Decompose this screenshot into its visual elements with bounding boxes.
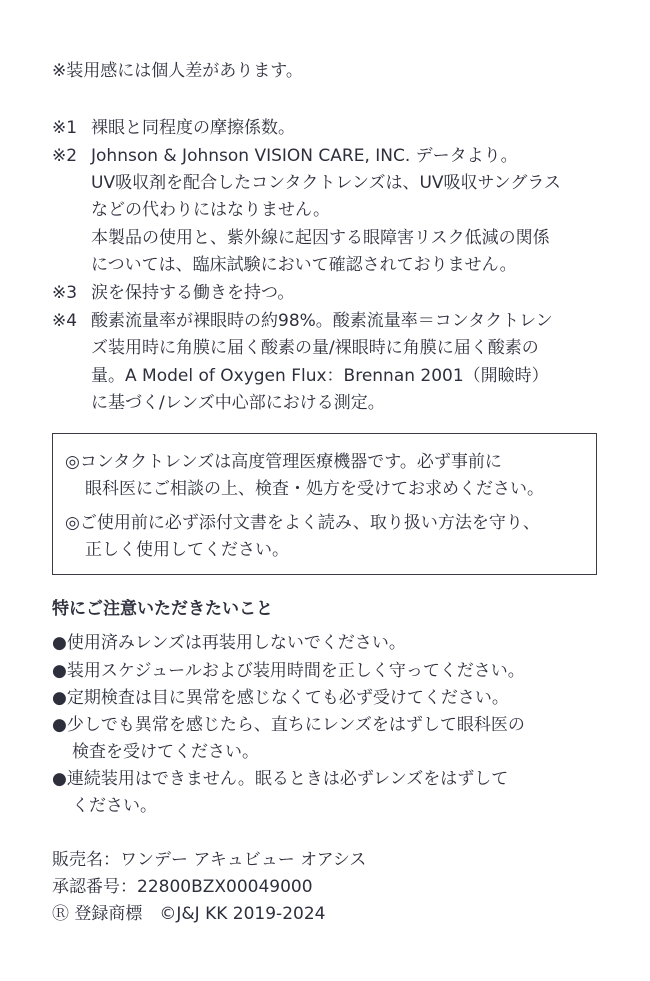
note-4-mark: ※4 (52, 311, 78, 331)
caution-3: ●定期検査は目に異常を感じなくても必ず受けてください。 (52, 688, 509, 708)
note-4-line-4: に基づく/レンズ中心部における測定。 (91, 393, 385, 413)
note-2-line-1: Johnson & Johnson VISION CARE, INC. データより。 (91, 146, 518, 166)
caution-1: ●使用済みレンズは再装用しないでください。 (52, 633, 406, 653)
note-2-line-5: については、臨床試験において確認されておりません。 (91, 255, 517, 275)
caution-5-line-2: ください。 (72, 796, 157, 816)
note-3-mark: ※3 (52, 283, 78, 303)
note-2-line-3: などの代わりにはなりません。 (91, 200, 331, 220)
note-3-line-1: 涙を保持する働きを持つ。 (91, 283, 295, 303)
approval-number: 承認番号：22800BZX00049000 (52, 877, 313, 897)
cautions-heading: 特にご注意いただきたいこと (52, 599, 273, 619)
note-4-line-3: 量。A Model of Oxygen Flux：Brennan 2001（開瞼時） (91, 366, 549, 386)
caution-2: ●装用スケジュールおよび装用時間を正しく守ってください。 (52, 661, 525, 681)
notice-2-line-1: ◎ご使用前に必ず添付文書をよく読み、取り扱い方法を守り、 (65, 513, 540, 533)
note-2-mark: ※2 (52, 146, 78, 166)
notice-1-line-1: ◎コンタクトレンズは高度管理医療機器です。必ず事前に (65, 452, 502, 472)
trademark-copyright: Ⓡ 登録商標 ©J&J KK 2019-2024 (52, 904, 326, 924)
notice-2-line-2: 正しく使用してください。 (85, 540, 289, 560)
note-4-line-1: 酸素流量率が裸眼時の約98%。酸素流量率＝コンタクトレン (91, 311, 553, 331)
caution-5-line-1: ●連続装用はできません。眠るときは必ずレンズをはずして (52, 769, 509, 789)
note-1-mark: ※1 (52, 118, 78, 138)
product-name: 販売名：ワンデー アキュビュー オアシス (52, 850, 367, 870)
note-1-line-1: 裸眼と同程度の摩擦係数。 (91, 118, 295, 138)
notice-1-line-2: 眼科医にご相談の上、検査・処方を受けてお求めください。 (85, 479, 544, 499)
intro-note: ※装用感には個人差があります。 (52, 61, 303, 81)
note-4-line-2: ズ装用時に角膜に届く酸素の量/裸眼時に角膜に届く酸素の (91, 338, 539, 358)
caution-4-line-2: 検査を受けてください。 (72, 742, 259, 762)
note-2-line-2: UV吸収剤を配合したコンタクトレンズは、UV吸収サングラス (91, 173, 561, 193)
note-2-line-4: 本製品の使用と、紫外線に起因する眼障害リスク低減の関係 (91, 228, 550, 248)
caution-4-line-1: ●少しでも異常を感じたら、直ちにレンズをはずして眼科医の (52, 715, 525, 735)
